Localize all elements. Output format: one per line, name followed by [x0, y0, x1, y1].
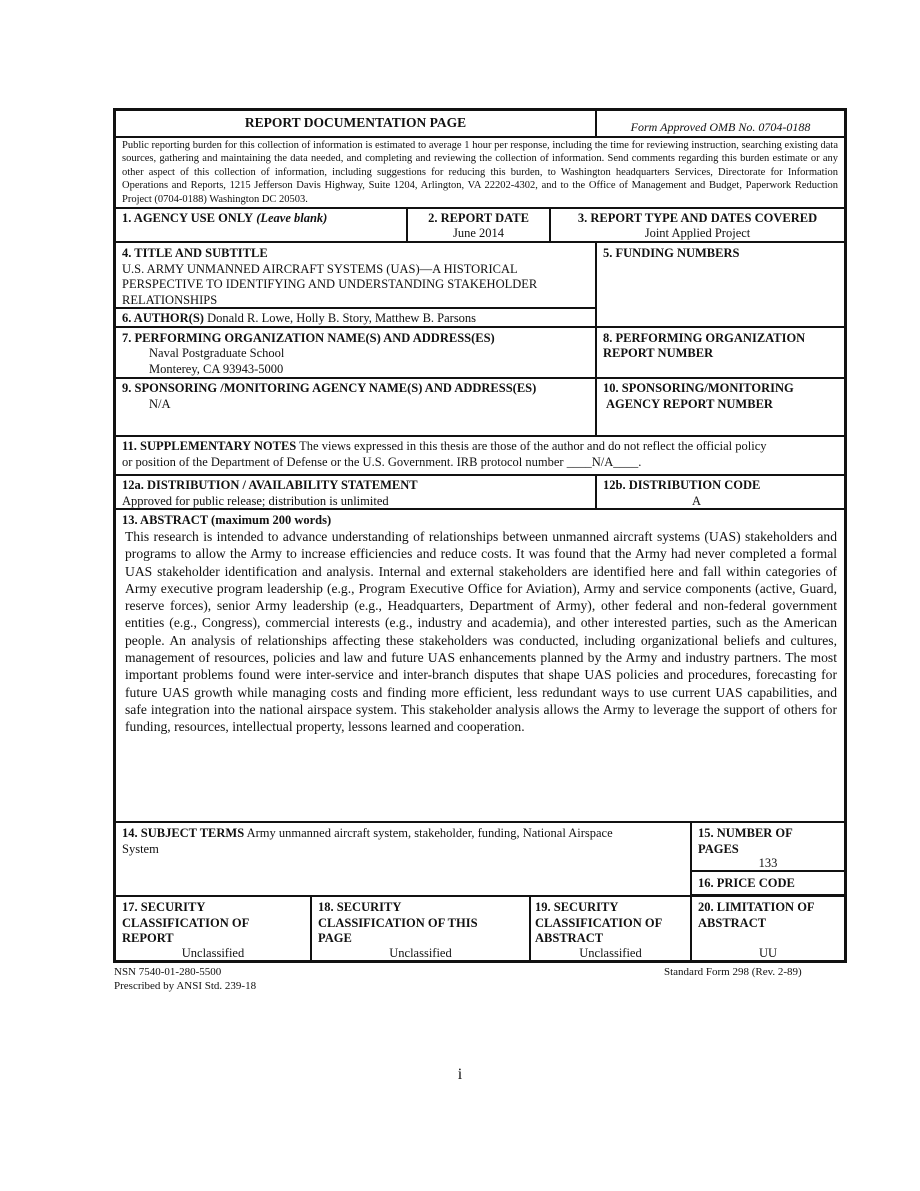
leave-blank-note: (Leave blank) — [256, 211, 328, 225]
title-line-3: RELATIONSHIPS — [122, 293, 218, 307]
number-of-pages-label-1: 15. NUMBER OF — [698, 826, 793, 840]
form-approved-omb: Form Approved OMB No. 0704-0188 — [630, 120, 811, 134]
limitation-label-2: ABSTRACT — [698, 916, 767, 930]
standard-form-number: Standard Form 298 (Rev. 2-89) — [664, 966, 802, 978]
abstract-classification-label-3: ABSTRACT — [535, 931, 604, 945]
sponsoring-report-number-label-2: AGENCY REPORT NUMBER — [606, 397, 773, 411]
prescribed-by: Prescribed by ANSI Std. 239-18 — [114, 980, 257, 992]
sponsoring-agency-value: N/A — [149, 397, 171, 411]
performing-report-number-label-1: 8. PERFORMING ORGANIZATION — [603, 331, 806, 345]
report-documentation-form — [113, 108, 847, 963]
subject-terms — [122, 826, 613, 842]
report-date-label: 2. REPORT DATE — [428, 211, 529, 225]
burden-statement: Public reporting burden for this collection of information is estimated to average 1 hour per response, including the time for reviewing instruction, searching existing data sources, gathering and maintaining the data needed, and completing and reviewing the collection of information. Send comments regarding this burden estimate or any other aspect of this collection of information, including suggestions for reducing this burden, to Washington headquarters Services, Directorate for Information Operations and Reports, 1215 Jefferson Davis Highway, Suite 1204, Arlington, VA 22202-4302, and to the Office of Management and Budget, Paperwork Reduction Project (0704-0188) Washington DC 20503. — [122, 140, 838, 205]
number-of-pages-value: 133 — [758, 856, 778, 870]
sponsoring-report-number-label-1: 10. SPONSORING/MONITORING — [603, 381, 794, 395]
number-of-pages-label-2: PAGES — [698, 842, 739, 856]
supplementary-notes — [122, 439, 767, 455]
abstract-classification-value: Unclassified — [579, 946, 642, 960]
report-type-value: Joint Applied Project — [644, 226, 751, 240]
limitation-label-1: 20. LIMITATION OF — [698, 900, 815, 914]
subject-terms-label: 14. SUBJECT TERMS — [122, 826, 245, 840]
distribution-code-label: 12b. DISTRIBUTION CODE — [603, 478, 761, 492]
supplementary-notes-line-1: The views expressed in this thesis are those of the author and do not reflect the official policy — [299, 439, 767, 453]
authors — [122, 311, 476, 327]
abstract-classification-label-2: CLASSIFICATION OF — [535, 916, 663, 930]
report-classification-label-3: REPORT — [122, 931, 174, 945]
rule-abstract — [116, 821, 844, 823]
performing-org-line-2: Monterey, CA 93943-5000 — [149, 362, 284, 376]
authors-label: 6. AUTHOR(S) — [122, 311, 204, 325]
abstract-label: 13. ABSTRACT (maximum 200 words) — [122, 513, 332, 527]
distribution-statement-label: 12a. DISTRIBUTION / AVAILABILITY STATEMENT — [122, 478, 418, 492]
title-line-1: U.S. ARMY UNMANNED AIRCRAFT SYSTEMS (UAS)—A HISTORICAL — [122, 262, 518, 276]
rule-sponsoring — [116, 435, 844, 437]
page-number: i — [457, 1066, 463, 1083]
rule-supplementary — [116, 474, 844, 476]
rule-subject — [116, 895, 844, 897]
report-classification-value: Unclassified — [181, 946, 245, 960]
report-type-label: 3. REPORT TYPE AND DATES COVERED — [577, 211, 818, 225]
abstract-text: This research is intended to advance understanding of relationships between unmanned aircraft systems (UAS) stakeholders and programs to allow the Army to increase efficiencies and reduce costs. It was found that the Army had never completed a formal UAS stakeholder identification and analysis. Internal and external stakeholders are identified here and fall within categories of Army executive program leadership (e.g., Program Executive Office for Aviation), Army and service components (active, Guard, reserve forces), senior Army leadership (e.g., Headquarters, Department of Army), other federal and non-federal government entities (e.g., Congress), commercial interests (e.g., industry and academia), and other interested parties, such as the American people. An analysis of relationships affecting these stakeholders was conducted, including organizational beliefs and cultures, management of resources, policies and law and future UAS enhancements planned by the Army and industry partners. The most important problems found were inter-service and inter-branch disputes that shape UAS policies and procedures, forecasting for future UAS growth while managing costs and finding more efficient, less redundant ways to use current UAS capabilities, and safe integration into the national airspace system. This stakeholder analysis allows the Army to leverage the support of others for funding, resources, intellectual property, lessons learned and cooperation. — [125, 529, 837, 735]
page-classification-label-1: 18. SECURITY — [318, 900, 402, 914]
page-classification-value: Unclassified — [389, 946, 452, 960]
abstract-classification-label-1: 19. SECURITY — [535, 900, 619, 914]
distribution-statement-value: Approved for public release; distribution is unlimited — [122, 494, 389, 508]
distribution-code-value: A — [691, 494, 702, 508]
limitation-value: UU — [758, 946, 778, 960]
authors-value: Donald R. Lowe, Holly B. Story, Matthew B. Parsons — [207, 311, 477, 325]
title-line-2: PERSPECTIVE TO IDENTIFYING AND UNDERSTANDING STAKEHOLDER — [122, 277, 538, 291]
rule-v-subject — [690, 821, 692, 963]
agency-use-only — [122, 211, 327, 227]
form-title: REPORT DOCUMENTATION PAGE — [244, 115, 467, 130]
rule-header — [116, 136, 844, 138]
performing-report-number-label-2: REPORT NUMBER — [603, 346, 714, 360]
report-date-value: June 2014 — [452, 226, 505, 240]
supplementary-notes-line-2: or position of the Department of Defense or the U.S. Government. IRB protocol number ____N/A____. — [122, 455, 642, 469]
title-subtitle-label: 4. TITLE AND SUBTITLE — [122, 246, 268, 260]
performing-org-label: 7. PERFORMING ORGANIZATION NAME(S) AND ADDRESS(ES) — [122, 331, 495, 345]
rule-v-title — [595, 241, 597, 435]
page-classification-label-3: PAGE — [318, 931, 352, 945]
funding-numbers-label: 5. FUNDING NUMBERS — [603, 246, 740, 260]
rule-burden — [116, 207, 844, 209]
nsn-number: NSN 7540-01-280-5500 — [114, 966, 222, 978]
supplementary-notes-label: 11. SUPPLEMENTARY NOTES — [122, 439, 297, 453]
agency-use-only-label: 1. AGENCY USE ONLY — [122, 211, 254, 225]
sponsoring-agency-label: 9. SPONSORING /MONITORING AGENCY NAME(S) AND ADDRESS(ES) — [122, 381, 537, 395]
report-classification-label-1: 17. SECURITY — [122, 900, 206, 914]
report-classification-label-2: CLASSIFICATION OF — [122, 916, 250, 930]
subject-terms-line-1: Army unmanned aircraft system, stakeholder, funding, National Airspace — [246, 826, 613, 840]
price-code-label: 16. PRICE CODE — [698, 876, 795, 890]
page-classification-label-2: CLASSIFICATION OF THIS — [318, 916, 478, 930]
subject-terms-line-2: System — [122, 842, 159, 856]
performing-org-line-1: Naval Postgraduate School — [149, 346, 285, 360]
